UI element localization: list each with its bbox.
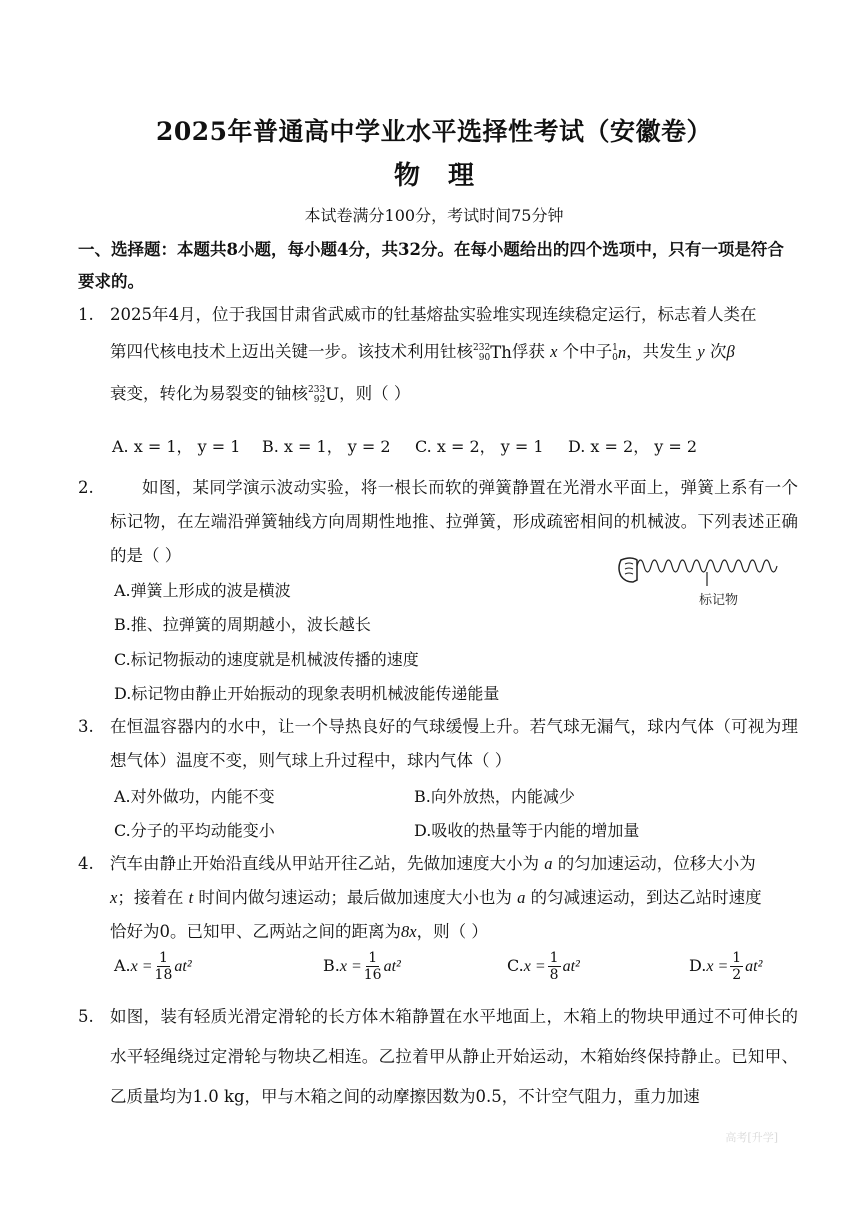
option-c[interactable]: C. x = 2， y = 1 bbox=[415, 437, 544, 456]
question-number: 2. bbox=[78, 478, 94, 497]
atomic-number: 92 bbox=[313, 395, 326, 405]
option-d[interactable] bbox=[689, 950, 762, 983]
option-d[interactable]: D.标记物由静止开始振动的现象表明机械波能传递能量 bbox=[114, 684, 500, 703]
option-label: C. bbox=[507, 956, 524, 975]
thorium-nuclide bbox=[473, 333, 512, 373]
fraction bbox=[155, 950, 173, 983]
text-fragment: 时间内做匀速运动；最后做加速度大小也为 bbox=[198, 888, 512, 907]
variable-a: a bbox=[544, 854, 553, 873]
option-d[interactable]: D.吸收的热量等于内能的增加量 bbox=[414, 821, 640, 840]
denominator: 8 bbox=[549, 967, 559, 983]
question-3 bbox=[78, 710, 798, 778]
numerator: 1 bbox=[368, 950, 378, 966]
text-fragment: ，共发生 bbox=[626, 342, 693, 361]
distance-expression: 8x bbox=[401, 922, 417, 941]
hand-icon bbox=[619, 558, 637, 582]
question-body bbox=[110, 298, 798, 416]
equation-lhs: x = bbox=[706, 958, 729, 975]
question-line: 2025年4月，位于我国甘肃省武威市的钍基熔盐实验堆实现连续稳定运行，标志着人类在 bbox=[110, 305, 757, 324]
option-b[interactable]: B. x = 1， y = 2 bbox=[262, 437, 391, 456]
beta-symbol: β bbox=[726, 342, 735, 361]
atomic-number: 90 bbox=[478, 353, 491, 363]
variable-a: a bbox=[517, 888, 526, 907]
section-heading: 一、选择题：本题共8小题，每小题4分，共32分。在每小题给出的四个选项中，只有一项是符合要求的。 bbox=[78, 240, 784, 291]
text-fragment: 次 bbox=[709, 342, 727, 361]
text-fragment: ，则（ ） bbox=[416, 922, 488, 941]
equation-rhs: at² bbox=[562, 958, 580, 975]
numerator: 1 bbox=[549, 950, 559, 966]
fraction bbox=[730, 950, 743, 983]
option-label: B. bbox=[323, 956, 340, 975]
mass-number: 232 bbox=[473, 343, 491, 353]
equation-rhs: at² bbox=[174, 958, 192, 975]
exam-title: 2025年普通高中学业水平选择性考试（安徽卷） bbox=[155, 117, 713, 146]
exam-info: 本试卷满分100分，考试时间75分钟 bbox=[304, 206, 564, 225]
question-body bbox=[110, 847, 798, 949]
question-body: 如图，某同学演示波动实验，将一根长而软的弹簧静置在光滑水平面上，弹簧上系有一个标记物，在左端沿弹簧轴线方向周期性地推、拉弹簧，形成疏密相间的机械波。下列表述正确的是（ ） bbox=[110, 478, 798, 565]
question-body: 如图，装有轻质光滑定滑轮的长方体木箱静置在水平地面上，木箱上的物块甲通过不可伸长的水平轻绳绕过定滑轮与物块乙相连。乙拉着甲从静止开始运动，木箱始终保持静止。已知甲、乙质量均为1.0 kg，甲与木箱之间的动摩擦因数为0.5，不计空气阻力，重力加速 bbox=[110, 1007, 798, 1106]
variable-y: y bbox=[697, 342, 705, 361]
equation-lhs: x = bbox=[523, 958, 546, 975]
text-fragment: 的匀加速运动，位移大小为 bbox=[557, 854, 756, 873]
question-line bbox=[110, 881, 798, 915]
spring-coils bbox=[637, 560, 777, 572]
option-a[interactable]: A. x = 1， y = 1 bbox=[112, 437, 241, 456]
hand-fingers bbox=[625, 563, 633, 574]
option-c[interactable]: C.标记物振动的速度就是机械波传播的速度 bbox=[114, 650, 419, 669]
question-line bbox=[110, 915, 798, 949]
question-4 bbox=[78, 847, 798, 949]
option-a[interactable]: A.弹簧上形成的波是横波 bbox=[114, 581, 291, 600]
equation-lhs: x = bbox=[339, 958, 362, 975]
question-5 bbox=[78, 997, 798, 1117]
text-fragment: 第四代核电技术上迈出关键一步。该技术利用钍核 bbox=[110, 342, 473, 361]
fraction bbox=[548, 950, 561, 983]
variable-t: t bbox=[188, 888, 194, 907]
element-symbol: U bbox=[325, 384, 340, 404]
option-label: D. bbox=[689, 956, 707, 975]
question-line bbox=[110, 372, 798, 416]
option-b[interactable]: B.推、拉弹簧的周期越小，波长越长 bbox=[114, 615, 371, 634]
equation-lhs: x = bbox=[130, 958, 153, 975]
option-d[interactable]: D. x = 2， y = 2 bbox=[568, 437, 698, 456]
option-c[interactable]: C.分子的平均动能变小 bbox=[114, 821, 275, 840]
numerator: 1 bbox=[159, 950, 168, 966]
question-line bbox=[110, 847, 798, 881]
numerator: 1 bbox=[732, 950, 742, 966]
option-b[interactable] bbox=[323, 950, 401, 983]
equation-rhs: at² bbox=[383, 958, 401, 975]
equation-rhs: at² bbox=[745, 958, 763, 975]
atomic-number: 0 bbox=[612, 353, 618, 363]
denominator: 16 bbox=[363, 967, 382, 983]
question-number: 1. bbox=[78, 305, 94, 324]
denominator: 2 bbox=[732, 967, 742, 983]
q1-options bbox=[112, 434, 812, 458]
option-a[interactable]: A.对外做功，内能不变 bbox=[114, 787, 275, 806]
denominator: 18 bbox=[154, 967, 173, 983]
text-fragment: 的匀减速运动，到达乙站时速度 bbox=[530, 888, 762, 907]
option-c[interactable] bbox=[507, 950, 580, 983]
mass-number: 233 bbox=[308, 385, 326, 395]
question-number: 5. bbox=[78, 1007, 94, 1026]
element-symbol: n bbox=[617, 342, 627, 362]
option-label: A. bbox=[114, 956, 131, 975]
spring-diagram bbox=[615, 552, 785, 610]
variable-x: x bbox=[550, 342, 558, 361]
option-b[interactable]: B.向外放热，内能减少 bbox=[414, 787, 575, 806]
option-a[interactable] bbox=[114, 950, 192, 983]
subject-title: 物理 bbox=[393, 161, 502, 191]
text-fragment: 衰变，转化为易裂变的铀核 bbox=[110, 384, 308, 403]
question-body: 在恒温容器内的水中，让一个导热良好的气球缓慢上升。若气球无漏气，球内气体（可视为理想气体）温度不变，则气球上升过程中，球内气体（ ） bbox=[110, 717, 798, 770]
text-fragment: 汽车由静止开始沿直线从甲站开往乙站，先做加速度大小为 bbox=[110, 854, 539, 873]
text-fragment: 俘获 bbox=[511, 342, 545, 361]
uranium-nuclide bbox=[308, 373, 339, 417]
question-1 bbox=[78, 298, 798, 416]
question-number: 4. bbox=[78, 854, 94, 873]
question-line bbox=[110, 332, 798, 372]
text-fragment: 个中子 bbox=[562, 342, 613, 361]
question-number: 3. bbox=[78, 717, 94, 736]
watermark: 高考[升学] bbox=[725, 1131, 778, 1144]
element-symbol: Th bbox=[490, 342, 512, 362]
spring-figure bbox=[615, 552, 785, 610]
mass-number: 1 bbox=[612, 343, 618, 353]
variable-x: x bbox=[110, 888, 118, 907]
fraction bbox=[364, 950, 382, 983]
neutron-symbol bbox=[612, 333, 626, 373]
text-fragment: ；接着在 bbox=[117, 888, 184, 907]
text-fragment: ，则（ ） bbox=[339, 384, 411, 403]
text-fragment: 恰好为0。已知甲、乙两站之间的距离为 bbox=[110, 922, 401, 941]
marker-label: 标记物 bbox=[699, 593, 739, 608]
